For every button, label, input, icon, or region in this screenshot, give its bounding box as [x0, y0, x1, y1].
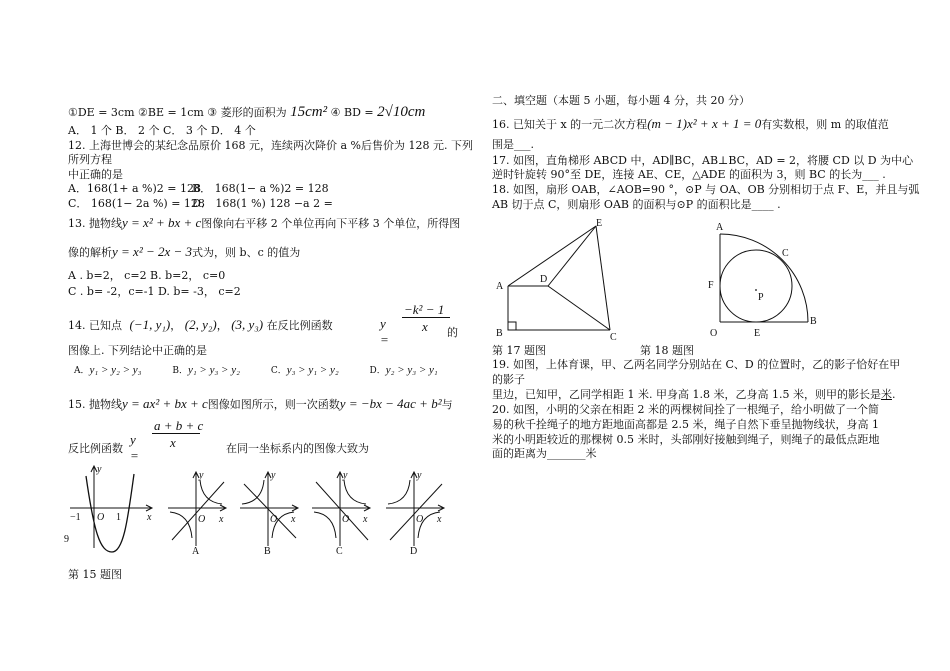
q15-parabola-graph: [70, 466, 152, 552]
q14-options: A．y₁ > y₂ > y₃ B．y₁ > y₃ > y₂ C．y₃ > y₁ > y₂ D．y₂ > y₃ > y₁: [74, 364, 438, 376]
q11-options: ①DE = 3cm ②BE = 1cm ③ 菱形的面积为 15cm² ④ BD = 2√10cm: [68, 104, 426, 120]
label-o: O: [710, 328, 718, 339]
section-heading: 二、填空题（本题 5 小题，每小题 4 分，共 20 分）: [492, 94, 750, 107]
axis-y-label: y: [343, 470, 348, 481]
q15-option-b-graph: [240, 472, 298, 546]
axis-y-label: y: [417, 470, 422, 481]
figure-17: [492, 218, 622, 342]
axis-y-label: y: [199, 470, 204, 481]
q12-option-c: C． 168(1− 2a %) = 128: [68, 197, 205, 210]
axis-x-label: x: [291, 514, 296, 525]
q15-line2-suffix: 在同一坐标系内的图像大致为: [226, 442, 369, 455]
q11-answers: A． 1 个 B． 2 个 C． 3 个 D． 4 个: [68, 124, 256, 137]
q14-point-1: (−1, y₁): [129, 317, 171, 332]
q13-line1: 13. 抛物线y = x² + bx + c图像向右平移 2 个单位再向下平移 3 个单位，所得图: [68, 215, 461, 230]
q15-function-denominator: x: [170, 435, 176, 450]
q15-equation-1: y = ax² + bx + c: [122, 396, 208, 411]
q13-options-cd: C . b= -2，c=-1 D. b= -3， c=2: [68, 285, 241, 298]
tick-neg-label: −1: [70, 512, 81, 523]
origin-label: O: [97, 512, 105, 523]
q18-line2: AB 切于点 C，则扇形 OAB 的面积与⊙P 的面积比是____ .: [492, 198, 781, 211]
q17-line2: 逆时针旋转 90°至 DE，连接 AE、CE，△ADE 的面积为 3，则 BC 的长为___ .: [492, 168, 886, 181]
q12-option-a: A．168(1+ a %)2 = 128: [68, 182, 201, 195]
axis-y-label: y: [271, 470, 276, 481]
q20-line2: 易的秋千拴绳子的地方距地面高都是 2.5 米，绳子自然下垂呈抛物线状，身高 1: [492, 418, 879, 431]
axis-x-label: x: [147, 512, 152, 523]
label-a: A: [716, 222, 724, 233]
q12-line2: 所列方程: [68, 153, 112, 166]
figure-18: [704, 218, 824, 342]
q14-function-numerator: −k² − 1: [404, 302, 445, 317]
label-e: E: [596, 218, 603, 229]
q13-line2: 像的解析y = x² − 2x − 3式为，则 b、c 的值为: [68, 244, 301, 259]
label-d: D: [540, 274, 548, 285]
origin-label: O: [416, 514, 424, 525]
fraction-bar: [402, 317, 450, 318]
q15-option-d-graph: [386, 472, 444, 546]
axis-x-label: x: [363, 514, 368, 525]
option-b-label: B: [264, 546, 271, 556]
q14-point-3: (3, y₃): [231, 317, 264, 332]
q13-equation-2: y = x² − 2x − 3: [112, 244, 193, 259]
q15-line1: 15. 抛物线y = ax² + bx + c图像如图所示，则一次函数y = −bx − 4ac + b²与: [68, 396, 453, 411]
label-p: P: [758, 292, 764, 303]
q15-option-c-graph: [312, 472, 370, 546]
q14-line1: 14. 已知点 (−1, y₁)， (2, y₂)， (3, y₃) 在反比例函数: [68, 317, 333, 332]
q15-line2-prefix: 反比例函数: [68, 442, 123, 455]
q12-option-d: D． 168(1 %) 128 −a 2 =: [192, 197, 333, 210]
q13-equation-1: y = x² + bx + c: [122, 215, 202, 230]
q19-line3: 里边，已知甲，乙同学相距 1 米. 甲身高 1.8 米，乙身高 1.5 米，则甲的影长是米.: [492, 388, 896, 401]
q11-area-value: 15cm²: [290, 104, 328, 120]
q19-line2: 的影子: [492, 373, 525, 386]
label-b: B: [810, 316, 817, 327]
trapezoid-lines: [508, 286, 610, 330]
fig17-caption: 第 17 题图: [492, 344, 546, 357]
q14-line2: 图像上. 下列结论中正确的是: [68, 344, 207, 357]
label-c: C: [782, 248, 789, 259]
q15-figure: [64, 462, 460, 556]
q14-point-2: (2, y₂): [184, 317, 217, 332]
q19-unit: 米: [880, 388, 892, 401]
fig18-caption: 第 18 题图: [640, 344, 694, 357]
q19-line1: 19. 如图，上体育课，甲、乙两名同学分别站在 C、D 的位置时，乙的影子恰好在甲: [492, 358, 901, 371]
label-f: F: [708, 280, 714, 291]
q16-line1: 16. 已知关于 x 的一元二次方程(m − 1)x² + x + 1 = 0有实数根，则 m 的取值范: [492, 116, 889, 131]
q14-function-denominator: x: [422, 319, 428, 334]
q15-option-a-graph: [168, 472, 226, 546]
axis-x-label: x: [219, 514, 224, 525]
q17-line1: 17. 如图，直角梯形 ABCD 中，AD∥BC，AB⊥BC，AD = 2，将腰 CD 以 D 为中心: [492, 154, 914, 167]
q20-line4: 面的距离为_______米: [492, 447, 597, 460]
option-c-label: C: [336, 546, 343, 556]
label-a: A: [496, 281, 504, 292]
q14-suffix: 的: [447, 326, 458, 339]
q15-caption: 第 15 题图: [68, 568, 122, 581]
axis-y-label: y: [97, 464, 102, 475]
label-c: C: [610, 332, 617, 342]
origin-label: O: [270, 514, 278, 525]
q15-function-numerator: a + b + c: [154, 418, 204, 433]
q11-bd-value: 2√10cm: [377, 104, 426, 120]
origin-label: O: [198, 514, 206, 525]
edge-mark: 9: [64, 534, 69, 545]
q12-line1: 12. 上海世博会的某纪念品原价 168 元，连续两次降价 a %后售价为 128 元. 下列: [68, 139, 473, 152]
fraction-bar: [152, 433, 200, 434]
q20-line3: 米的小明距较近的那棵树 0.5 米时，头部刚好接触到绳子，则绳子的最低点距地: [492, 433, 880, 446]
q18-line1: 18. 如图，扇形 OAB，∠AOB=90 °，⊙P 与 OA、OB 分别相切于点 F、E，并且与弧: [492, 183, 920, 196]
option-d-label: D: [410, 546, 418, 556]
origin-label: O: [342, 514, 350, 525]
label-e: E: [754, 328, 761, 339]
q13-options-ab: A . b=2， c=2 B. b=2， c=0: [68, 269, 226, 282]
q15-equation-2: y = −bx − 4ac + b²: [339, 396, 442, 411]
q16-line2: 围是___.: [492, 138, 534, 151]
q12-line3: 中正确的是: [68, 168, 123, 181]
q16-equation: (m − 1)x² + x + 1 = 0: [647, 116, 762, 131]
axis-x-label: x: [437, 514, 442, 525]
tick-pos-label: 1: [116, 512, 121, 523]
q12-option-b: B． 168(1− a %)2 = 128: [192, 182, 329, 195]
q20-line1: 20. 如图，小明的父亲在相距 2 米的两棵树间拴了一根绳子，给小明做了一个简: [492, 403, 879, 416]
option-a-label: A: [192, 546, 200, 556]
label-b: B: [496, 328, 503, 339]
